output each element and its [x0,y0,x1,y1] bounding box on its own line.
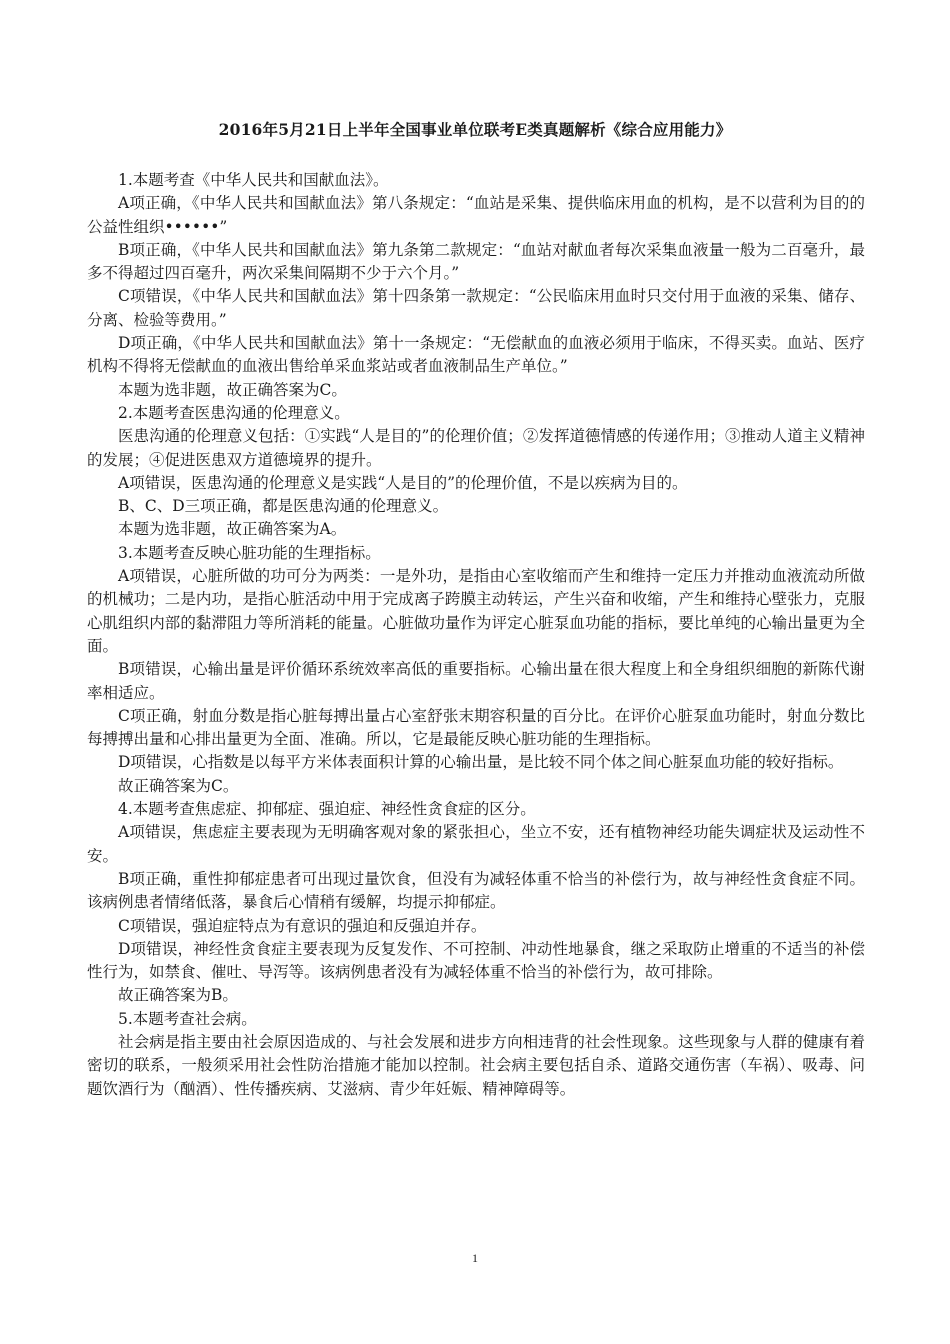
paragraph: 1.本题考查《中华人民共和国献血法》。 [118,171,389,189]
paragraph: 2.本题考查医患沟通的伦理意义。 [118,403,350,422]
paragraph: A项正确，《中华人民共和国献血法》第八条规定：“血站是采集、提供临床用血的机构，是不以营利为目的的公益性组织••••••” [87,194,865,236]
paragraph: 故正确答案为C。 [118,776,239,795]
paragraph: D项错误，神经性贪食症主要表现为反复发作、不可控制、冲动性地暴食，继之采取防止增重的不适当的补偿性行为，如禁食、催吐、导泻等。该病例患者没有为减轻体重不恰当的补偿行为，故可排除。 [87,939,865,982]
paragraph: 医患沟通的伦理意义包括：①实践“人是目的”的伦理价值；②发挥道德情感的传递作用；③推动人道主义精神的发展；④促进医患双方道德境界的提升。 [87,427,865,469]
page-title: 2016年5月21日上半年全国事业单位联考E类真题解析《综合应用能力》 [218,120,732,139]
paragraph: D项正确，《中华人民共和国献血法》第十一条规定：“无偿献血的血液必须用于临床，不得买卖。血站、医疗机构不得将无偿献血的血液出售给单采血浆站或者血液制品生产单位。” [87,334,865,376]
paragraph: B、C、D三项正确，都是医患沟通的伦理意义。 [118,497,449,516]
page-number: 1 [472,1251,478,1265]
paragraph: B项正确，《中华人民共和国献血法》第九条第二款规定：“血站对献血者每次采集血液量一般为二百毫升，最多不得超过四百毫升，两次采集间隔期不少于六个月。” [87,240,865,283]
paragraph: 4.本题考查焦虑症、抑郁症、强迫症、神经性贪食症的区分。 [118,800,536,819]
paragraph: D项错误，心指数是以每平方米体表面积计算的心输出量，是比较不同个体之间心脏泵血功能的较好指标。 [118,753,844,772]
paragraph: A项错误，焦虑症主要表现为无明确客观对象的紧张担心，坐立不安，还有植物神经功能失调症状及运动性不安。 [87,823,865,865]
paragraph: B项错误，心输出量是评价循环系统效率高低的重要指标。心输出量在很大程度上和全身组织细胞的新陈代谢率相适应。 [87,660,865,702]
paragraph: A项错误，医患沟通的伦理意义是实践“人是目的”的伦理价值，不是以疾病为目的。 [118,473,688,492]
paragraph: 故正确答案为B。 [118,986,238,1005]
paragraph: C项错误，《中华人民共和国献血法》第十四条第一款规定：“公民临床用血时只交付用于血液的采集、储存、分离、检验等费用。” [87,287,865,329]
paragraph: C项正确，射血分数是指心脏每搏出量占心室舒张末期容积量的百分比。在评价心脏泵血功能时，射血分数比每搏搏出量和心排出量更为全面、准确。所以，它是最能反映心脏功能的生理指标。 [87,706,865,749]
paragraph: A项错误，心脏所做的功可分为两类：一是外功，是指由心室收缩而产生和维持一定压力并推动血液流动所做的机械功；二是内功，是指心脏活动中用于完成离子跨膜主动转运，产生兴奋和收缩，产生和维持心壁张力，克服心肌组织内部的黏滞阻力等所消耗的能量。心脏做功量作为评定心脏泵血功能的指标，要比单纯的心输出量更为全面。 [87,567,865,655]
paragraph: 本题为选非题，故正确答案为C。 [118,380,347,399]
paragraph: 本题为选非题，故正确答案为A。 [118,520,347,539]
paragraph: C项错误，强迫症特点为有意识的强迫和反强迫并存。 [118,916,487,935]
paragraph: 社会病是指主要由社会原因造成的、与社会发展和进步方向相违背的社会性现象。这些现象与人群的健康有着密切的联系，一般须采用社会性防治措施才能加以控制。社会病主要包括自杀、道路交通伤害（车祸）、吸毒、问题饮酒行为（酗酒）、性传播疾病、艾滋病、青少年妊娠、精神障碍等。 [87,1032,865,1098]
paragraph: B项正确，重性抑郁症患者可出现过量饮食，但没有为减轻体重不恰当的补偿行为，故与神经性贪食症不同。该病例患者情绪低落，暴食后心情稍有缓解，均提示抑郁症。 [87,869,865,912]
paragraph: 5.本题考查社会病。 [118,1009,257,1028]
document-body [87,169,865,1101]
paragraph: 3.本题考查反映心脏功能的生理指标。 [118,543,381,562]
